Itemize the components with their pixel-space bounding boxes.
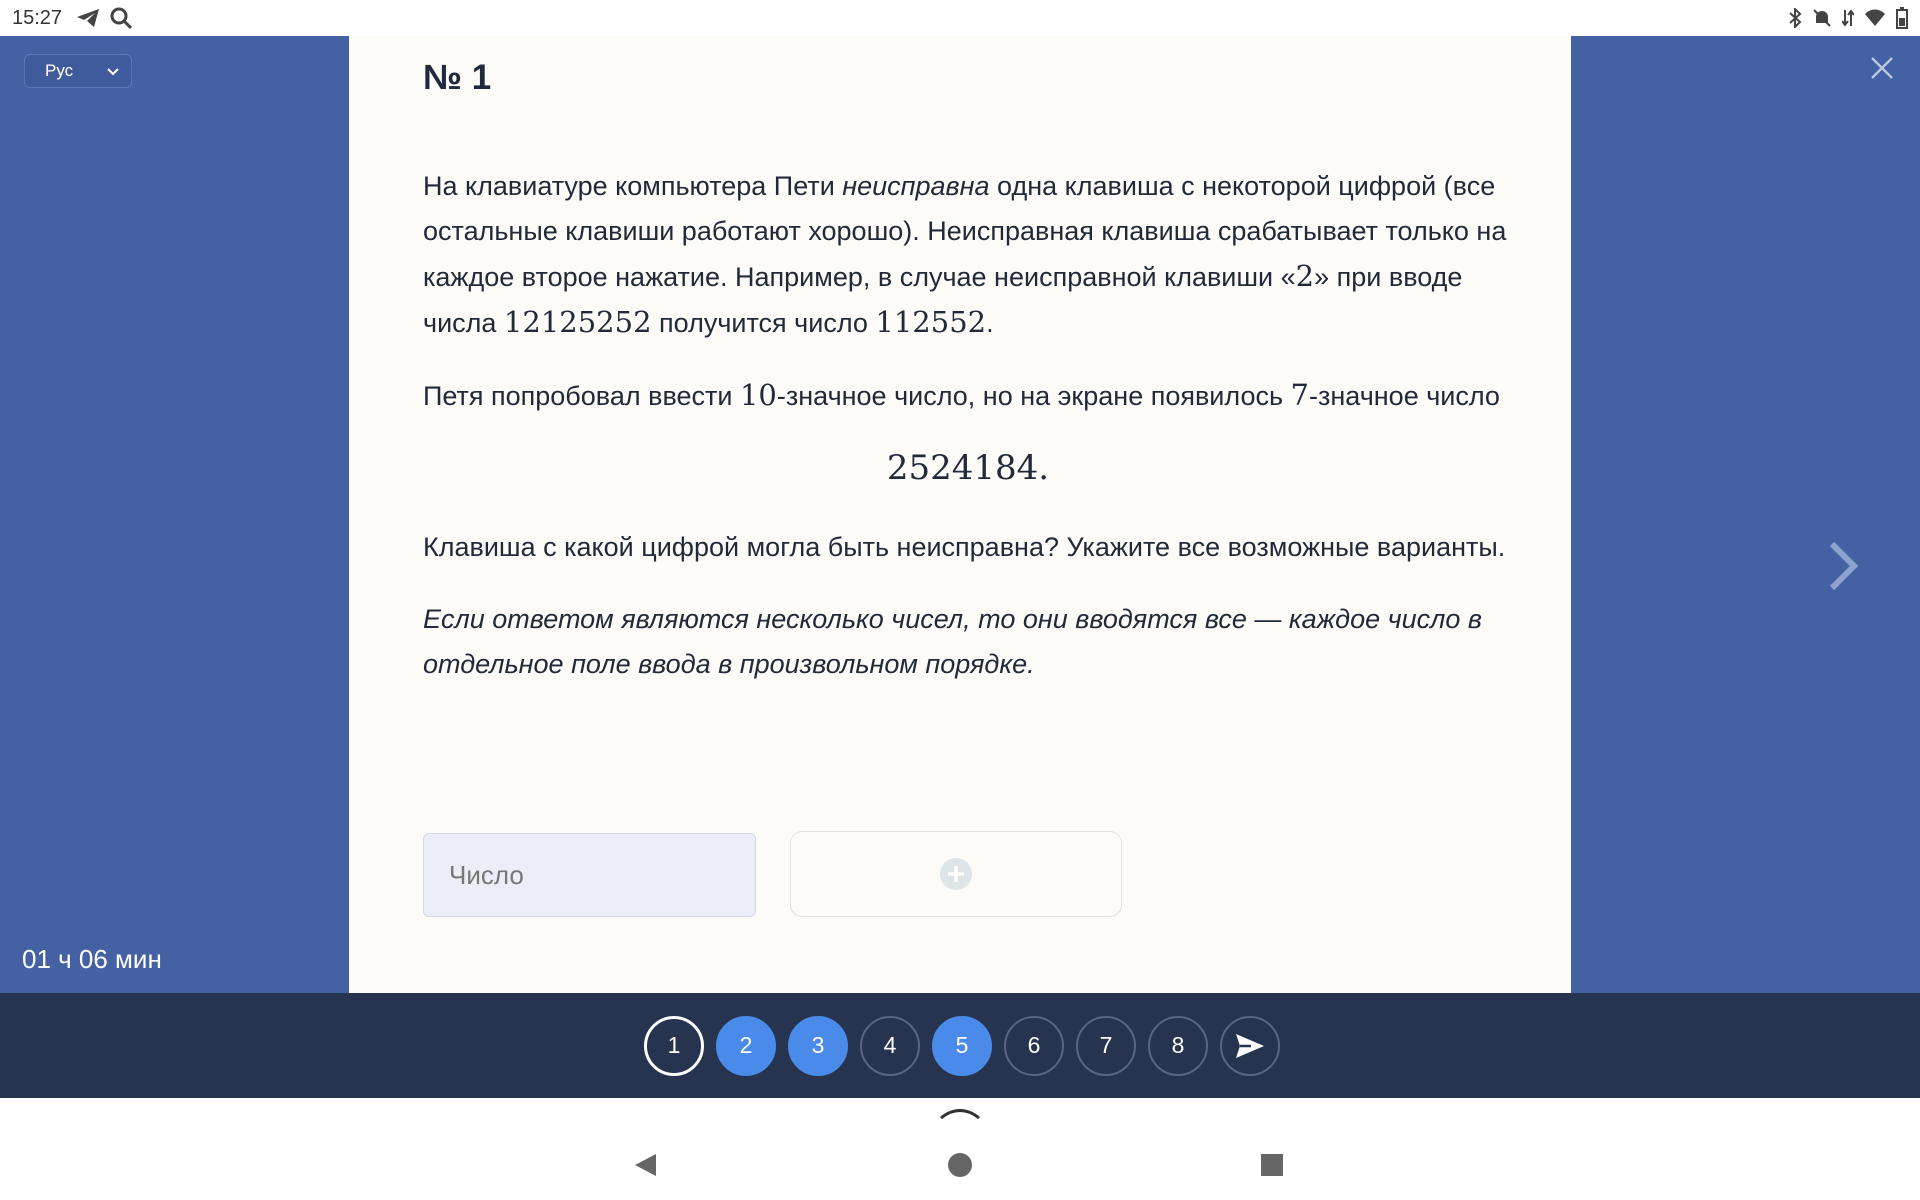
status-bar <box>0 0 1920 36</box>
emphasis-text: неисправна <box>842 171 990 201</box>
submit-button[interactable] <box>1220 1016 1280 1076</box>
close-button[interactable] <box>1864 50 1900 86</box>
question-nav-1[interactable]: 1 <box>644 1016 704 1076</box>
add-answer-button[interactable] <box>790 831 1122 917</box>
data-icon <box>1842 8 1854 28</box>
bluetooth-icon <box>1788 8 1802 28</box>
question-nav-5[interactable]: 5 <box>932 1016 992 1076</box>
question-nav-6[interactable]: 6 <box>1004 1016 1064 1076</box>
search-icon <box>110 7 132 29</box>
task-paragraph-2: Петя попробовал ввести 10-значное число, но на экране появилось 7-значное число <box>423 378 1500 412</box>
status-time: 15:27 <box>12 6 63 29</box>
question-nav-7[interactable]: 7 <box>1076 1016 1136 1076</box>
close-icon <box>1869 55 1895 81</box>
next-task-button[interactable] <box>1818 536 1868 596</box>
language-select[interactable] <box>24 54 132 88</box>
chevron-right-icon <box>1826 540 1860 592</box>
notifications-off-icon <box>1812 8 1832 28</box>
question-navigation <box>0 993 1920 1098</box>
task-panel <box>349 36 1571 993</box>
back-icon[interactable] <box>632 1152 658 1183</box>
recent-apps-icon[interactable] <box>1260 1153 1284 1182</box>
task-formula: 2524184. <box>886 448 1050 488</box>
question-nav-8[interactable]: 8 <box>1148 1016 1208 1076</box>
task-hint: Если ответом являются несколько чисел, то они вводятся все — каждое число в отдельное поле ввода в произвольном порядке. <box>423 604 1482 679</box>
chevron-down-icon <box>105 63 121 84</box>
task-question: Клавиша с какой цифрой могла быть неисправна? Укажите все возможные варианты. <box>423 532 1506 562</box>
language-select-value: Рус <box>45 61 74 80</box>
plus-circle-icon <box>938 856 974 892</box>
answer-input[interactable] <box>423 833 756 917</box>
send-icon <box>1235 1033 1265 1059</box>
system-navigation <box>0 1098 1920 1200</box>
task-body <box>423 164 1513 714</box>
chevron-up-icon[interactable] <box>937 1104 983 1127</box>
wifi-icon <box>1864 9 1886 27</box>
task-paragraph-1: На клавиатуре компьютера Пети неисправна одна клавиша с некоторой цифрой (все остальные клавиши работают хорошо). Неисправная клавиша срабатывает только на каждое второе нажатие. Например, в случае неисправной клавиши «2» при вводе числа 12125252 получится число 112552. <box>423 171 1507 339</box>
app-container <box>0 36 1920 993</box>
home-icon[interactable] <box>947 1152 973 1183</box>
task-title: № 1 <box>423 58 492 97</box>
telegram-icon <box>76 8 100 28</box>
question-nav-3[interactable]: 3 <box>788 1016 848 1076</box>
battery-icon <box>1896 7 1908 29</box>
question-nav-2[interactable]: 2 <box>716 1016 776 1076</box>
timer: 01 ч 06 мин <box>22 944 162 974</box>
question-nav-4[interactable]: 4 <box>860 1016 920 1076</box>
